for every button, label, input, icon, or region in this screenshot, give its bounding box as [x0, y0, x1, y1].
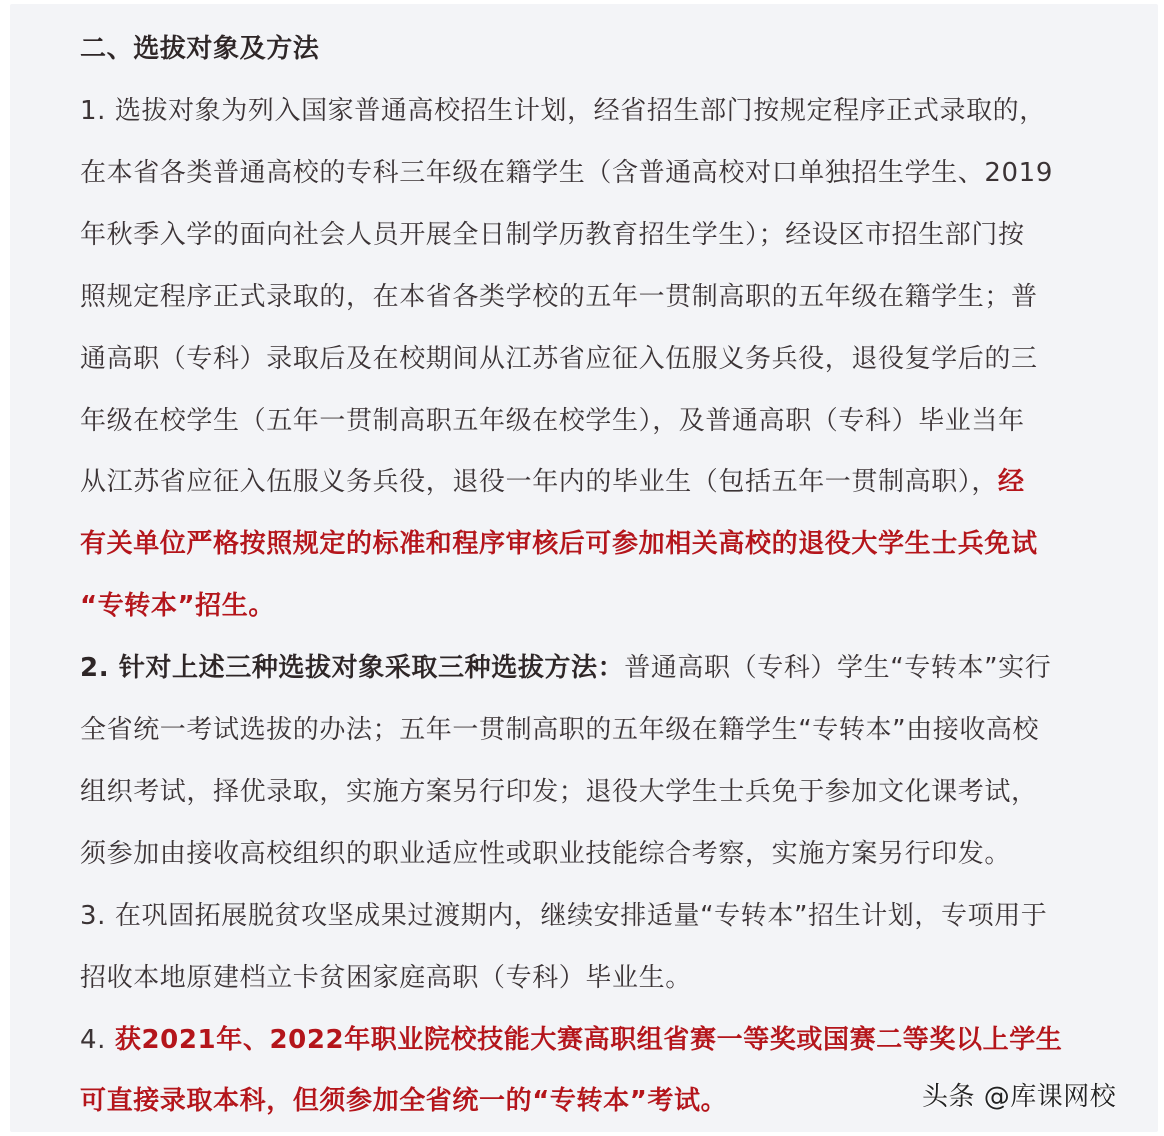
body-text: 全省统一考试选拔的办法；五年一贯制高职的五年级在籍学生“专转本”由接收高校 — [80, 715, 1040, 745]
highlighted-text: “专转本”招生。 — [80, 591, 275, 622]
paragraph-line — [80, 218, 1025, 252]
bold-text: 2. 针对上述三种选拔对象采取三种选拔方法： — [80, 653, 625, 684]
body-text: 须参加由接收高校组织的职业适应性或职业技能综合考察，实施方案另行印发。 — [80, 838, 1012, 869]
body-text: 年秋季入学的面向社会人员开展全日制学历教育招生学生）；经设区市招生部门按 — [80, 219, 1025, 250]
body-text: 4. — [80, 1024, 115, 1055]
body-text: 在本省各类普通高校的专科三年级在籍学生（含普通高校对口单独招生学生、2019 — [80, 157, 1053, 188]
highlighted-text: 经 — [998, 467, 1025, 498]
paragraph-line — [80, 1084, 727, 1118]
paragraph-line — [80, 899, 1047, 933]
paragraph-line — [80, 342, 1038, 376]
paragraph-line — [80, 1023, 1062, 1057]
highlighted-text: 可直接录取本科，但须参加全省统一的“专转本”考试。 — [80, 1086, 728, 1117]
section-heading: 二、选拔对象及方法 — [80, 34, 320, 64]
body-text: 3. 在巩固拓展脱贫攻坚成果过渡期内，继续安排适量“专转本”招生计划，专项用于 — [80, 900, 1048, 931]
body-text: 招收本地原建档立卡贫困家庭高职（专科）毕业生。 — [80, 962, 692, 993]
paragraph-line — [80, 837, 1011, 871]
paragraph-line — [80, 94, 1046, 128]
body-text: 组织考试，择优录取，实施方案另行印发；退役大学生士兵免于参加文化课考试， — [80, 776, 1038, 807]
paragraph-line — [80, 775, 1038, 809]
body-text: 从江苏省应征入伍服义务兵役，退役一年内的毕业生（包括五年一贯制高职）， — [80, 467, 999, 498]
body-text: 年级在校学生（五年一贯制高职五年级在校学生），及普通高职（专科）毕业当年 — [80, 405, 1025, 436]
paragraph-line — [80, 589, 275, 623]
highlighted-text: 获2021年、2022年职业院校技能大赛高职组省赛一等奖或国赛二等奖以上学生 — [114, 1024, 1063, 1055]
body-text: 1. 选拔对象为列入国家普通高校招生计划，经省招生部门按规定程序正式录取的， — [80, 96, 1046, 126]
paragraph-line — [80, 156, 1053, 190]
paragraph-line — [80, 404, 1025, 438]
highlighted-text: 有关单位严格按照规定的标准和程序审核后可参加相关高校的退役大学生士兵免试 — [80, 529, 1038, 560]
paragraph-line — [80, 527, 1038, 561]
body-text: 通高职（专科）录取后及在校期间从江苏省应征入伍服义务兵役，退役复学后的三 — [80, 343, 1038, 374]
body-text: 照规定程序正式录取的，在本省各类学校的五年一贯制高职的五年级在籍学生；普 — [80, 281, 1038, 312]
paragraph-line — [80, 651, 1051, 685]
paragraph-line — [80, 713, 1039, 747]
paragraph-line — [80, 961, 692, 995]
paragraph-line — [80, 465, 1025, 499]
body-text: 普通高职（专科）学生“专转本”实行 — [624, 653, 1052, 684]
paragraph-line — [80, 280, 1038, 314]
document-panel — [10, 4, 1158, 1132]
watermark: 头条 @库课网校 — [922, 1082, 1117, 1112]
